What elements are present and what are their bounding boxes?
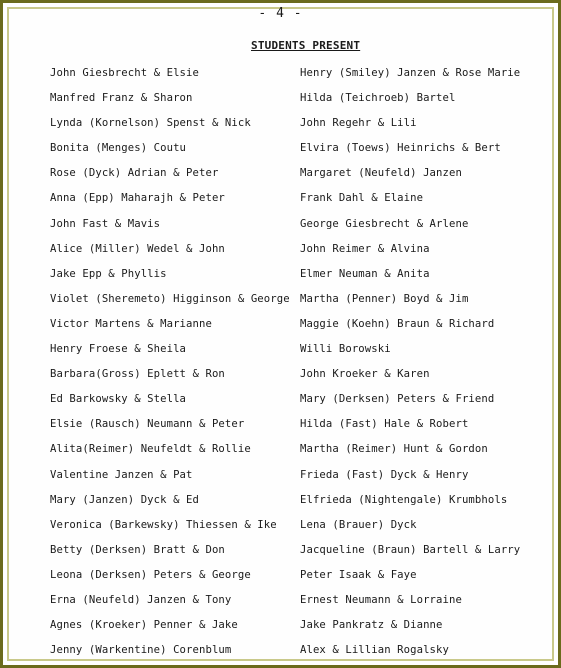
student-entry: Rose (Dyck) Adrian & Peter: [50, 167, 219, 180]
student-entry: Henry (Smiley) Janzen & Rose Marie: [300, 67, 521, 79]
student-entry: Alita(Reimer) Neufeldt & Rollie: [50, 443, 251, 456]
student-entry: Jacqueline (Braun) Bartell & Larry: [300, 543, 521, 556]
student-entry: Willi Borowski: [300, 343, 391, 356]
student-entry: Barbara(Gross) Eplett & Ron: [50, 368, 225, 381]
student-entry: John Regehr & Lili: [300, 117, 417, 130]
student-entry: John Kroeker & Karen: [300, 368, 430, 381]
student-entry: Maggie (Koehn) Braun & Richard: [300, 317, 495, 330]
students-left-column: [50, 63, 295, 665]
student-entry: Victor Martens & Marianne: [50, 317, 212, 330]
student-entry: Betty (Derksen) Bratt & Don: [50, 543, 225, 556]
student-entry: Erna (Neufeld) Janzen & Tony: [50, 593, 232, 606]
student-entry: Veronica (Barkewsky) Thiessen & Ike: [50, 518, 277, 531]
student-entry: Peter Isaak & Faye: [300, 568, 417, 581]
student-entry: Ernest Neumann & Lorraine: [300, 593, 462, 606]
student-entry: Manfred Franz & Sharon: [50, 92, 193, 105]
student-entry: Ed Barkowsky & Stella: [50, 393, 187, 406]
student-entry: Lena (Brauer) Dyck: [300, 518, 417, 531]
students-present-heading: STUDENTS PRESENT: [251, 39, 361, 52]
student-entry: John Giesbrecht & Elsie: [50, 67, 199, 79]
student-entry: Leona (Derksen) Peters & George: [50, 568, 251, 581]
student-entry: Elsie (Rausch) Neumann & Peter: [50, 418, 245, 431]
student-entry: Anna (Epp) Maharajh & Peter: [50, 192, 225, 205]
student-entry: Martha (Penner) Boyd & Jim: [300, 292, 469, 305]
student-entry: Alice (Miller) Wedel & John: [50, 242, 225, 255]
student-entry: Elfrieda (Nightengale) Krumbhols: [300, 493, 508, 506]
student-entry: Agnes (Kroeker) Penner & Jake: [50, 619, 238, 632]
students-right-column: [300, 63, 550, 665]
student-entry: Henry Froese & Sheila: [50, 343, 187, 356]
student-entry: Hilda (Teichroeb) Bartel: [300, 92, 456, 105]
student-entry: Jake Epp & Phyllis: [50, 267, 167, 280]
student-entry: Valentine Janzen & Pat: [50, 468, 193, 481]
student-entry: Elvira (Toews) Heinrichs & Bert: [300, 142, 501, 155]
student-entry: Lynda (Kornelson) Spenst & Nick: [50, 117, 251, 130]
student-entry: Mary (Janzen) Dyck & Ed: [50, 493, 199, 506]
student-entry: Violet (Sheremeto) Higginson & George: [50, 292, 290, 305]
student-entry: Frank Dahl & Elaine: [300, 192, 424, 205]
student-entry: Hilda (Fast) Hale & Robert: [300, 418, 469, 431]
student-entry: George Giesbrecht & Arlene: [300, 217, 469, 230]
student-entry: Alex & Lillian Rogalsky: [300, 644, 449, 657]
page-number: - 4 -: [258, 6, 303, 21]
student-entry: Frieda (Fast) Dyck & Henry: [300, 468, 469, 481]
student-entry: Martha (Reimer) Hunt & Gordon: [300, 443, 488, 456]
student-entry: Margaret (Neufeld) Janzen: [300, 167, 462, 180]
student-entry: Jake Pankratz & Dianne: [300, 619, 443, 632]
student-entry: Bonita (Menges) Coutu: [50, 142, 187, 155]
student-entry: John Fast & Mavis: [50, 217, 161, 230]
student-entry: Mary (Derksen) Peters & Friend: [300, 393, 495, 406]
student-entry: Jenny (Warkentine) Corenblum: [50, 644, 232, 657]
student-entry: Elmer Neuman & Anita: [300, 267, 430, 280]
student-entry: John Reimer & Alvina: [300, 242, 430, 255]
